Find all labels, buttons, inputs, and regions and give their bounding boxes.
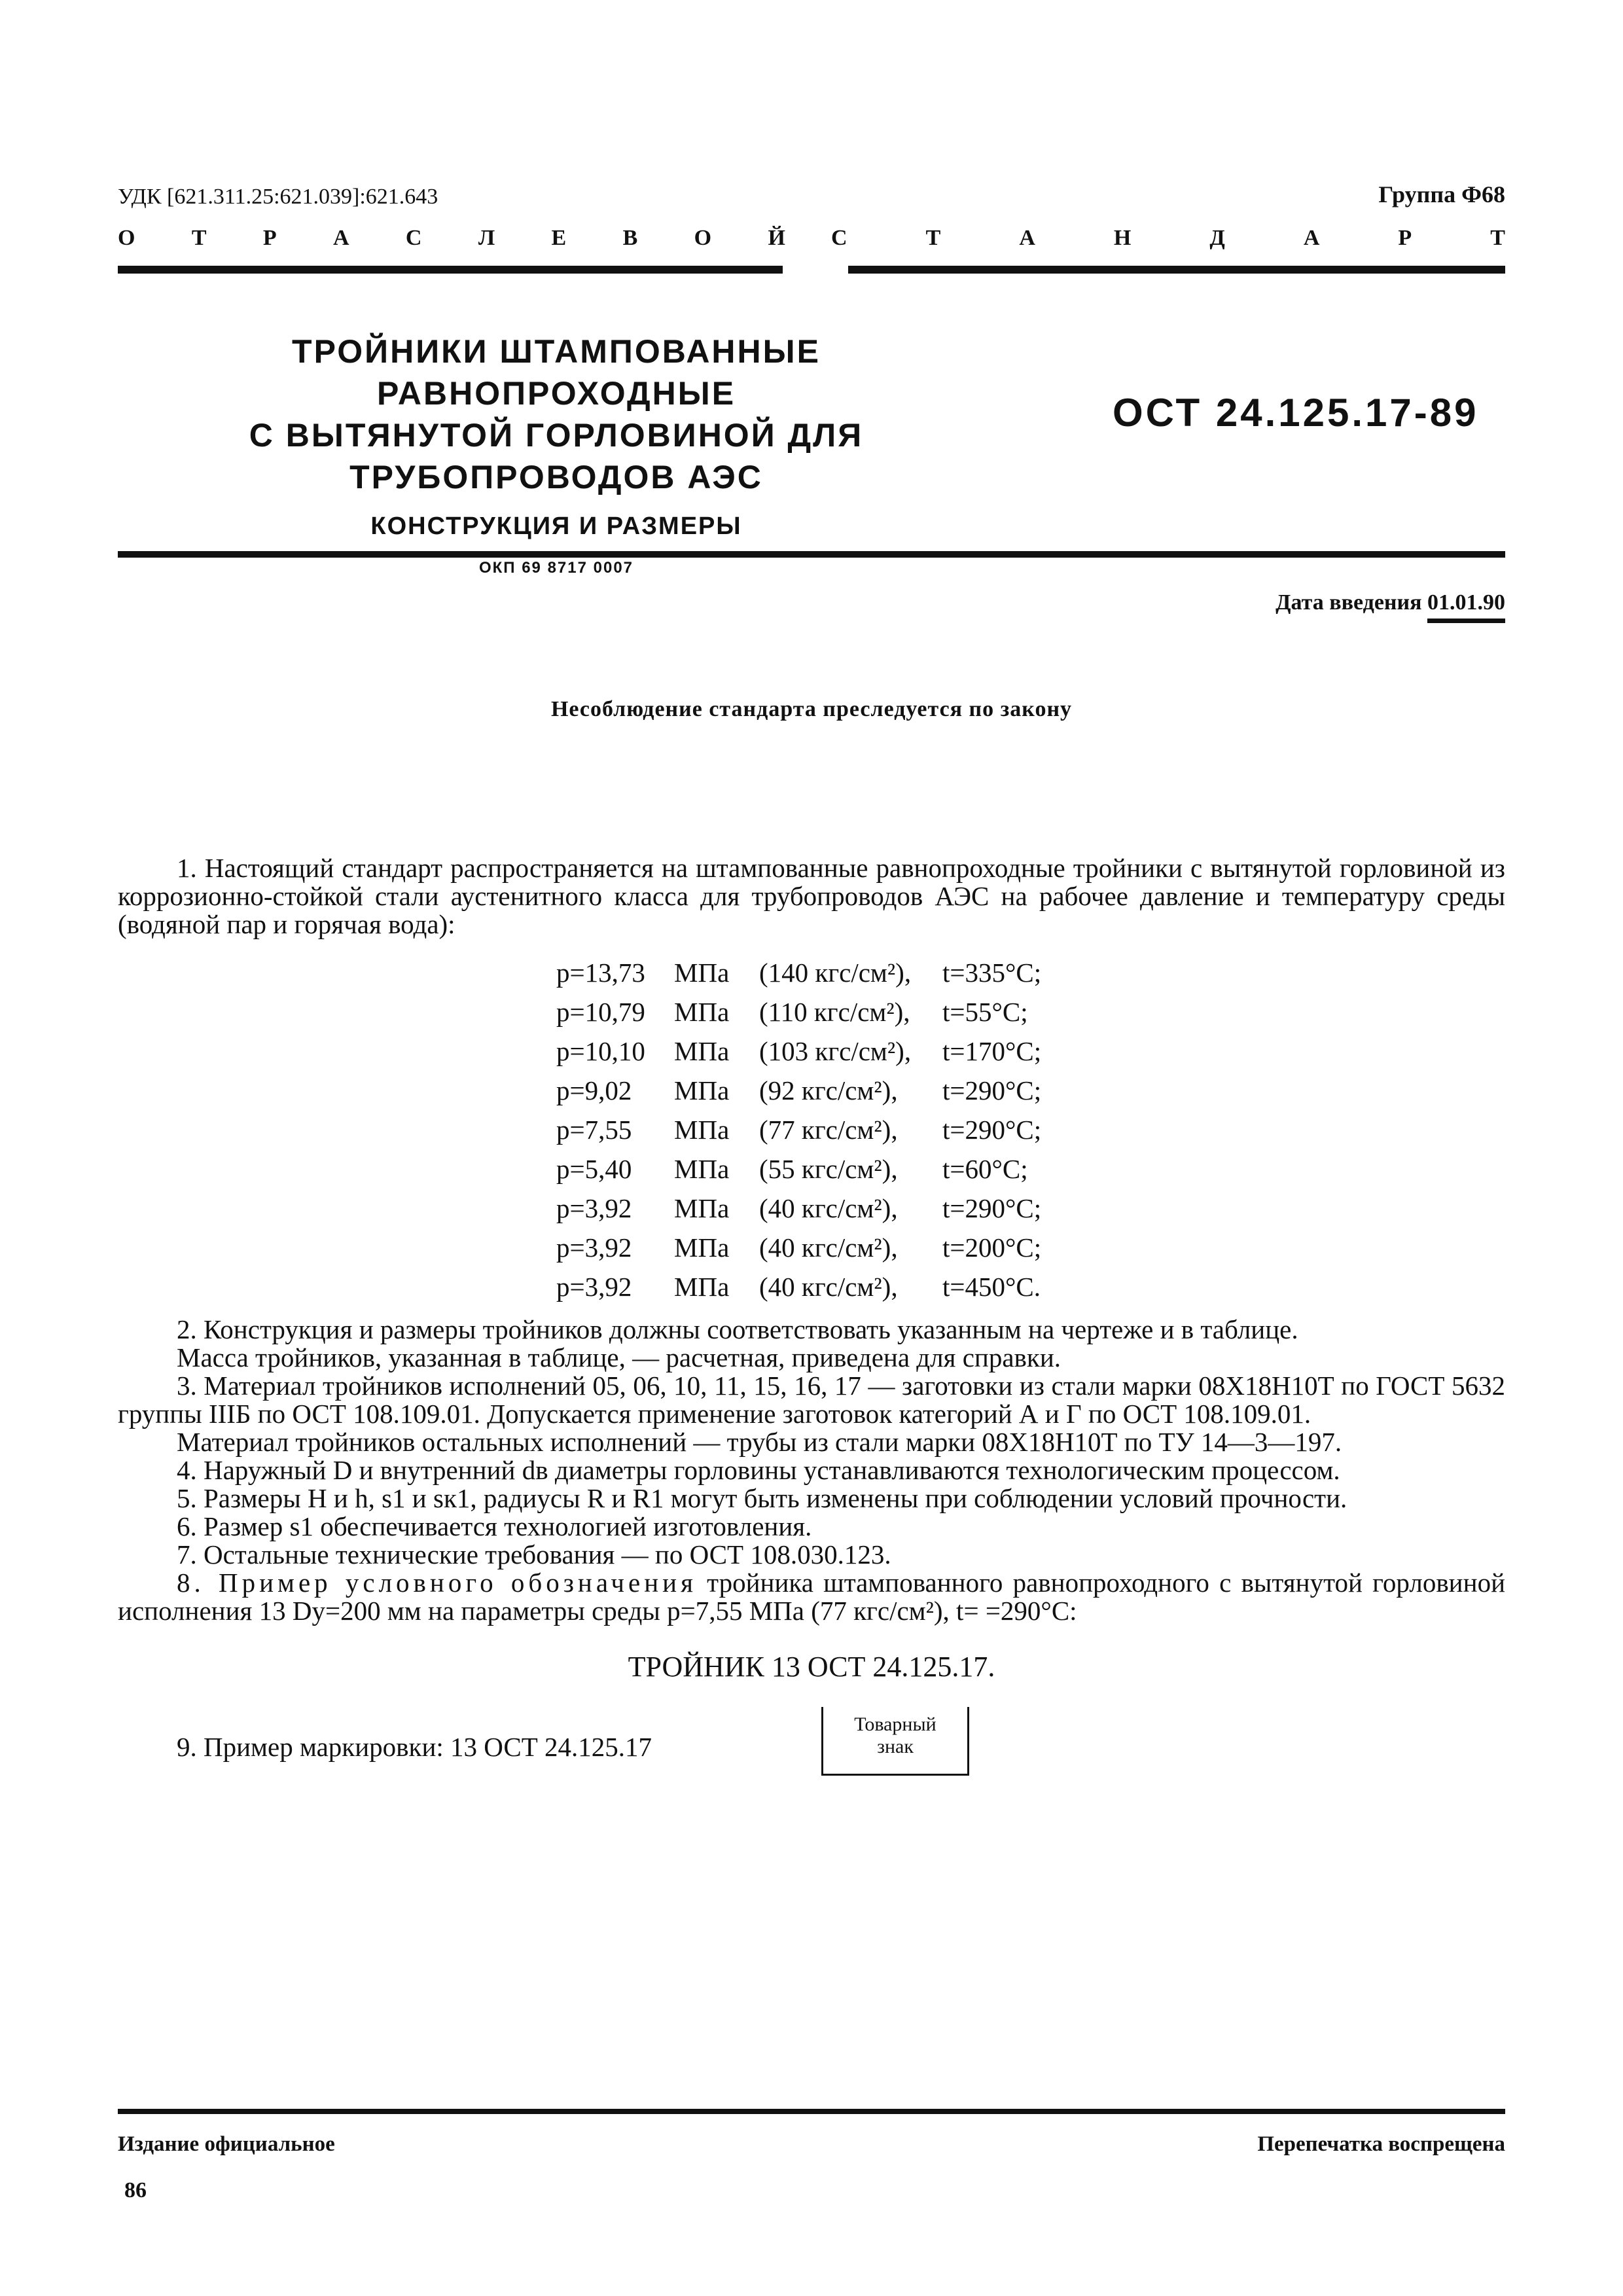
page-number: 86 <box>124 2178 147 2202</box>
marking-text: 9. Пример маркировки: 13 ОСТ 24.125.17 <box>177 1732 652 1762</box>
paragraph-2: 2. Конструкция и размеры тройников должны соответствовать указанным на чертеже и в таблице. <box>177 1314 1298 1344</box>
title-line-2: С ВЫТЯНУТОЙ ГОРЛОВИНОЙ ДЛЯ ТРУБОПРОВОДОВ АЭС <box>249 417 864 495</box>
heading-word-otraslevoy: О Т Р А С Л Е В О Й <box>118 226 785 250</box>
parameter-row: p=5,40 МПа (55 кгс/см²), t=60°C; <box>556 1154 1028 1184</box>
paragraph-8-rest: тройника штампованного равнопроходного с вытянутой горловиной исполнения 13 Dу=200 мм на параметры среды p=7,55 МПа (77 кгс/см²), t= =290°С: <box>118 1568 1506 1626</box>
footer-rule <box>118 2109 1505 2114</box>
group-code: Группа Ф68 <box>1378 181 1505 207</box>
trademark-box <box>821 1707 969 1776</box>
title-rule <box>118 551 1505 558</box>
trademark-line-2: знак <box>877 1736 914 1757</box>
paragraph-2b: Масса тройников, указанная в таблице, — расчетная, приведена для справки. <box>177 1342 1061 1372</box>
standard-code: ОСТ 24.125.17-89 <box>1113 391 1479 435</box>
parameter-row: p=3,92 МПа (40 кгс/см²), t=450°C. <box>556 1272 1041 1302</box>
parameter-row: p=3,92 МПа (40 кгс/см²), t=290°C; <box>556 1193 1042 1223</box>
parameter-row: p=7,55 МПа (77 кгс/см²), t=290°C; <box>556 1115 1042 1145</box>
paragraph-3: 3. Материал тройников исполнений 05, 06, 10, 11, 15, 16, 17 — заготовки из стали марки 08Х18Н10Т по ГОСТ 5632 группы IIIБ по ОСТ 108.109.01. Допускается применение заготовок категорий А и Г по ОСТ 108.109.01. <box>118 1371 1505 1429</box>
standard-type-heading <box>118 226 1505 259</box>
trademark-line-1: Товарный <box>854 1713 936 1735</box>
date-label: Дата введения <box>1275 590 1422 615</box>
title-line-1: ТРОЙНИКИ ШТАМПОВАННЫЕ РАВНОПРОХОДНЫЕ <box>292 333 821 412</box>
introduction-date <box>1275 590 1505 615</box>
header-rule-left <box>118 266 783 274</box>
document-title-block <box>118 331 995 577</box>
marking-example <box>118 1707 1505 1766</box>
paragraph-1: 1. Настоящий стандарт распространяется на штампованные равнопроходные тройники с вытянутой горловиной из коррозионно-стойкой стали аустенитного класса для трубопроводов АЭС на рабочее давление и температуру среды (водяной пар и горячая вода): <box>118 853 1505 939</box>
paragraph-4: 4. Наружный D и внутренний dв диаметры горловины устанавливаются технологическим процессом. <box>177 1455 1340 1485</box>
parameter-row: p=13,73 МПа (140 кгс/см²), t=335°C; <box>556 958 1042 988</box>
udk-code: УДК [621.311.25:621.039]:621.643 <box>118 185 438 209</box>
footer-reprint-notice: Перепечатка воспрещена <box>1257 2132 1505 2156</box>
date-value: 01.01.90 <box>1427 590 1505 623</box>
parameter-row: p=10,79 МПа (110 кгс/см²), t=55°C; <box>556 997 1028 1027</box>
okp-code: ОКП 69 8717 0007 <box>478 559 634 577</box>
header-rule-right <box>848 266 1505 274</box>
parameter-row: p=10,10 МПа (103 кгс/см²), t=170°C; <box>556 1036 1042 1066</box>
parameter-row: p=9,02 МПа (92 кгс/см²), t=290°C; <box>556 1075 1042 1105</box>
paragraph-7: 7. Остальные технические требования — по ОСТ 108.030.123. <box>177 1539 891 1570</box>
heading-word-standart: С Т А Н Д А Р Т <box>831 226 1505 250</box>
paragraph-8 <box>118 1569 1505 1625</box>
document-body <box>118 854 1505 1766</box>
footer-official-edition: Издание официальное <box>118 2132 335 2156</box>
paragraph-8-lead: 8. Пример условного обозначения <box>177 1568 697 1598</box>
paragraph-5: 5. Размеры H и h, s1 и sк1, радиусы R и R1 могут быть изменены при соблюдении условий прочности. <box>177 1483 1347 1513</box>
document-subtitle: КОНСТРУКЦИЯ И РАЗМЕРЫ <box>370 512 742 540</box>
paragraph-6: 6. Размер s1 обеспечивается технологией изготовления. <box>177 1511 812 1541</box>
designation-example: ТРОЙНИК 13 ОСТ 24.125.17. <box>628 1651 995 1683</box>
legal-notice: Несоблюдение стандарта преследуется по закону <box>550 697 1073 721</box>
paragraph-3b: Материал тройников остальных исполнений — трубы из стали марки 08Х18Н10Т по ТУ 14—3—197. <box>177 1427 1342 1457</box>
parameter-row: p=3,92 МПа (40 кгс/см²), t=200°C; <box>556 1232 1042 1263</box>
parameters-list <box>556 953 1505 1306</box>
